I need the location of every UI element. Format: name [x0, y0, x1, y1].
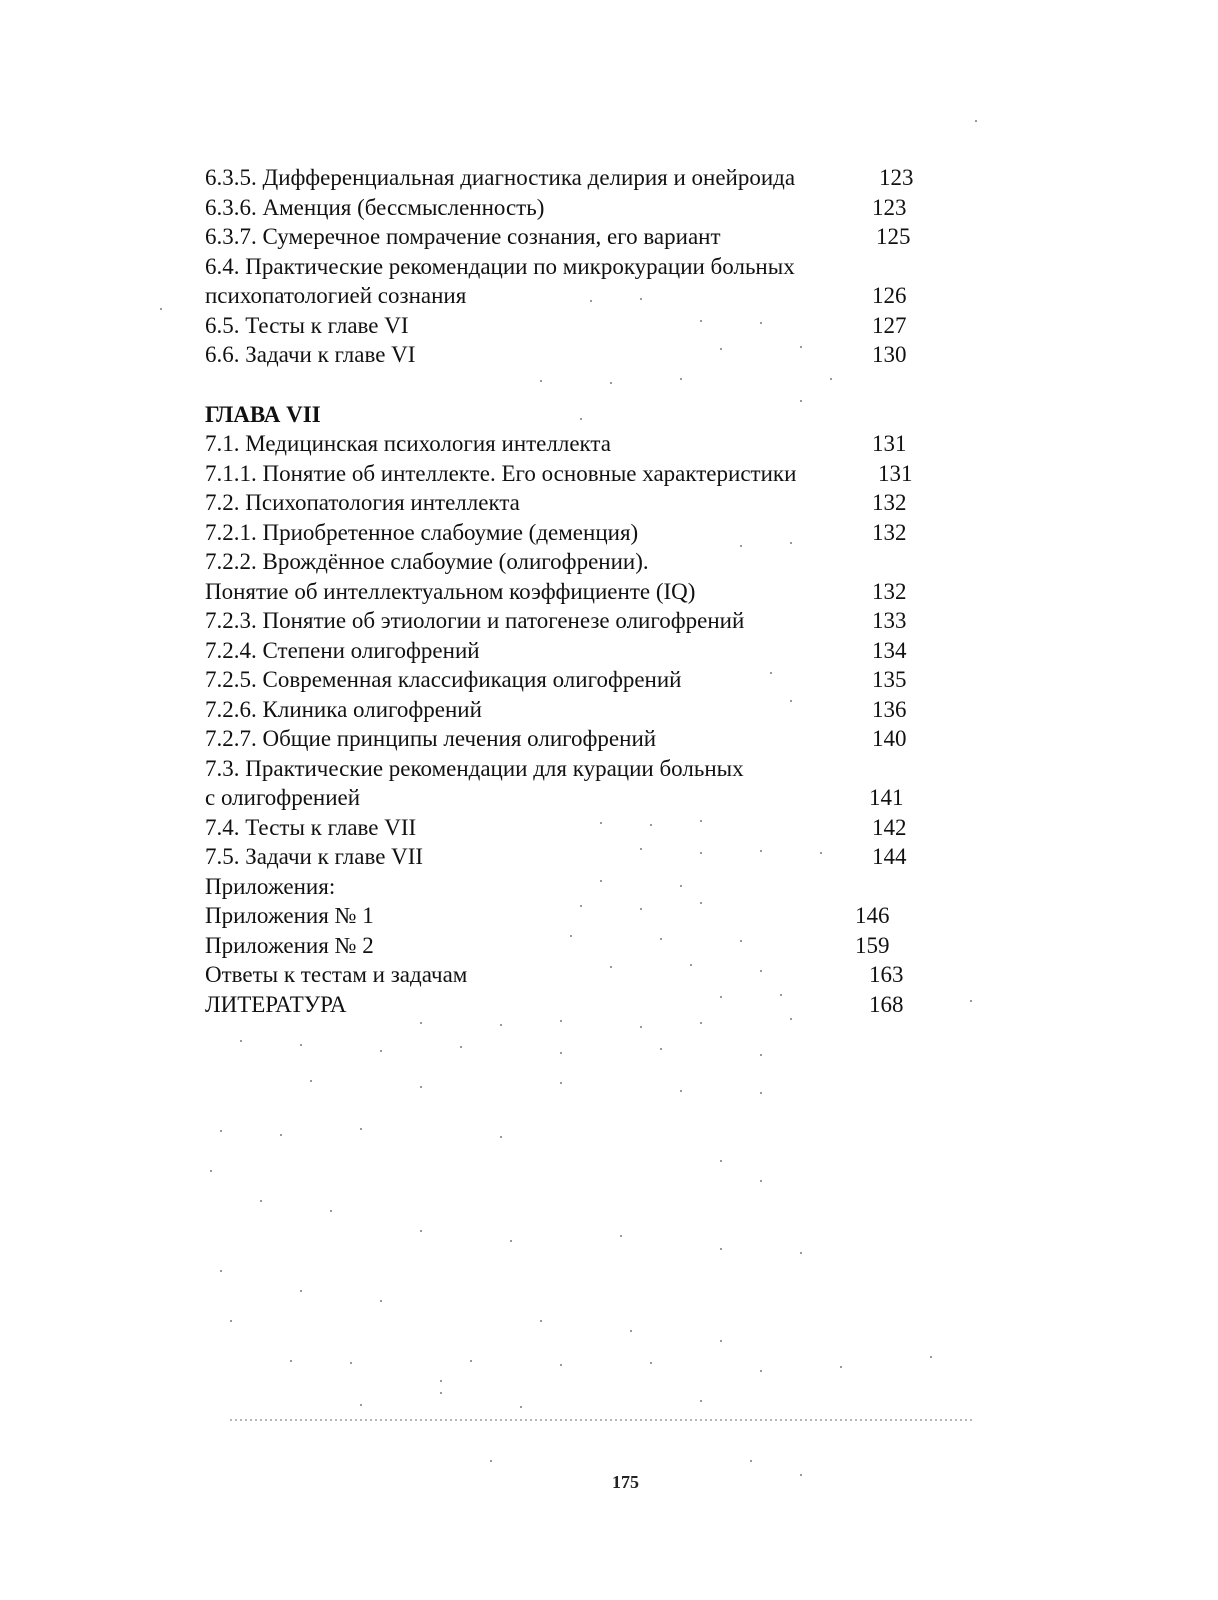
toc-entry-page: 159: [855, 932, 890, 958]
toc-entry: [205, 429, 925, 459]
toc-entry: [205, 281, 925, 311]
toc-entry-title: 7.1.1. Понятие об интеллекте. Его основные характеристики: [205, 460, 797, 486]
table-of-contents: [205, 163, 925, 1019]
toc-entry: [205, 724, 925, 754]
toc-entry-title: 7.2.4. Степени олигофрений: [205, 637, 480, 663]
chapter-heading: [205, 400, 925, 430]
toc-entry: [205, 636, 925, 666]
toc-entry-page: 168: [869, 991, 904, 1017]
toc-entry: [205, 459, 925, 489]
toc-entry-page: 130: [872, 342, 907, 367]
toc-entry: [205, 547, 925, 577]
toc-entry-page: 133: [872, 608, 907, 633]
toc-entry: [205, 665, 925, 695]
toc-entry-page: 141: [869, 785, 904, 810]
toc-entry-title: 6.4. Практические рекомендации по микрокурации больных: [205, 253, 795, 279]
toc-entry-title: 6.5. Тесты к главе VI: [205, 312, 409, 338]
toc-entry-title: 7.2.7. Общие принципы лечения олигофрений: [205, 726, 657, 751]
toc-entry-page: 135: [872, 667, 907, 692]
toc-entry: [205, 222, 925, 252]
toc-entry: [205, 606, 925, 636]
page-number: 175: [612, 1472, 639, 1492]
chapter-heading-text: ГЛАВА VII: [205, 401, 321, 427]
section-gap: [205, 370, 925, 400]
toc-entry-page: 146: [855, 903, 890, 928]
toc-entry: [205, 783, 925, 813]
toc-entry-page: 163: [869, 962, 904, 987]
toc-entry: [205, 931, 925, 961]
toc-entry-page: 126: [872, 283, 907, 308]
toc-entry-page: 131: [872, 431, 907, 456]
toc-entry: [205, 990, 925, 1020]
toc-entry-page: 142: [872, 814, 907, 840]
toc-entry-title: ЛИТЕРАТУРА: [205, 991, 347, 1017]
toc-entry-page: 132: [872, 578, 907, 604]
toc-entry: [205, 872, 925, 902]
toc-entry-page: 125: [876, 224, 911, 249]
toc-entry: [205, 163, 925, 193]
toc-entry: [205, 960, 925, 990]
toc-entry-title: 6.6. Задачи к главе VI: [205, 342, 416, 367]
toc-entry: [205, 813, 925, 843]
toc-entry: [205, 695, 925, 725]
toc-entry: [205, 193, 925, 223]
toc-entry-page: 123: [879, 165, 914, 190]
toc-entry-title: Приложения:: [205, 873, 336, 899]
toc-entry-title: 6.3.6. Аменция (бессмысленность): [205, 194, 545, 220]
toc-entry: [205, 518, 925, 548]
toc-entry-title: 7.3. Практические рекомендации для курации больных: [205, 755, 744, 781]
toc-entry: [205, 577, 925, 607]
toc-entry: [205, 842, 925, 872]
toc-entry-page: 134: [872, 637, 907, 663]
toc-entry: [205, 754, 925, 784]
toc-entry-title: 7.4. Тесты к главе VII: [205, 814, 417, 840]
toc-entry-title: Понятие об интеллектуальном коэффициенте (IQ): [205, 578, 696, 604]
toc-entry-title: 7.2. Психопатология интеллекта: [205, 490, 520, 515]
toc-entry-page: 140: [872, 726, 907, 751]
toc-entry-page: 144: [872, 844, 907, 869]
toc-entry-title: психопатологией сознания: [205, 283, 467, 308]
toc-entry-page: 131: [878, 460, 913, 486]
toc-entry-title: 7.2.6. Клиника олигофрений: [205, 696, 482, 722]
toc-entry-title: 7.1. Медицинская психология интеллекта: [205, 431, 611, 456]
toc-entry-title: Приложения № 2: [205, 932, 374, 958]
toc-entry: [205, 252, 925, 282]
toc-entry-title: 7.2.3. Понятие об этиологии и патогенезе олигофрений: [205, 608, 745, 633]
toc-entry-page: 132: [872, 519, 907, 545]
toc-entry: [205, 311, 925, 341]
toc-entry-title: 7.2.1. Приобретенное слабоумие (деменция): [205, 519, 639, 545]
toc-entry-page: 123: [872, 194, 907, 220]
toc-entry: [205, 340, 925, 370]
toc-entry-title: 7.2.2. Врождённое слабоумие (олигофрении).: [205, 549, 649, 574]
toc-entry-page: 132: [872, 490, 907, 515]
toc-entry-page: 127: [872, 312, 907, 338]
toc-entry: [205, 488, 925, 518]
toc-entry-title: Ответы к тестам и задачам: [205, 962, 468, 987]
toc-entry-title: Приложения № 1: [205, 903, 374, 928]
toc-entry: [205, 901, 925, 931]
toc-entry-title: с олигофренией: [205, 785, 361, 810]
toc-entry-title: 7.5. Задачи к главе VII: [205, 844, 424, 869]
toc-entry-title: 6.3.7. Сумеречное помрачение сознания, его вариант: [205, 224, 721, 249]
toc-entry-title: 6.3.5. Дифференциальная диагностика делирия и онейроида: [205, 165, 796, 190]
toc-entry-title: 7.2.5. Современная классификация олигофрений: [205, 667, 682, 692]
toc-entry-page: 136: [872, 696, 907, 722]
